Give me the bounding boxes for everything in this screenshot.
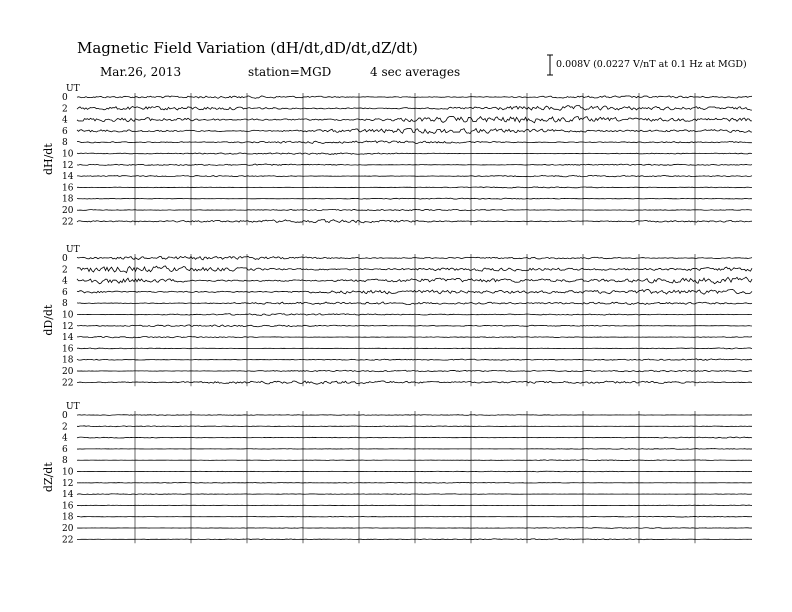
row-label: 4 — [62, 433, 68, 444]
row-label: 12 — [62, 160, 74, 171]
trace-line — [77, 494, 752, 495]
row-label: 10 — [62, 310, 74, 321]
row-label: 6 — [62, 444, 68, 455]
trace-line — [77, 96, 752, 99]
row-label: 20 — [62, 206, 74, 216]
trace-line — [77, 266, 752, 273]
trace-line — [77, 516, 752, 517]
row-label: 10 — [62, 467, 74, 478]
row-label: 20 — [62, 524, 74, 534]
date-label: Mar.26, 2013 — [100, 65, 182, 79]
row-label: 22 — [62, 535, 74, 546]
panel-ylabel: dZ/dt — [42, 462, 55, 493]
row-label: 0 — [62, 411, 68, 421]
ut-label: UT — [66, 402, 80, 412]
trace-line — [77, 528, 752, 529]
row-label: 4 — [62, 276, 68, 287]
row-label: 18 — [62, 512, 74, 523]
panel-ylabel: dH/dt — [42, 143, 55, 176]
trace-line — [77, 482, 752, 483]
row-label: 14 — [62, 490, 74, 501]
trace-line — [77, 141, 752, 144]
trace-line — [77, 128, 752, 133]
trace-line — [77, 198, 752, 199]
ut-label: UT — [66, 245, 80, 255]
row-label: 16 — [62, 501, 74, 512]
trace-line — [77, 175, 752, 176]
row-label: 20 — [62, 367, 74, 377]
trace-line — [77, 370, 752, 371]
row-label: 22 — [62, 217, 74, 228]
row-label: 0 — [62, 93, 68, 103]
trace-line — [77, 359, 752, 360]
row-label: 2 — [62, 265, 68, 276]
row-label: 2 — [62, 422, 68, 433]
row-label: 14 — [62, 333, 74, 344]
row-label: 10 — [62, 149, 74, 160]
row-label: 18 — [62, 355, 74, 366]
row-label: 12 — [62, 321, 74, 332]
station-label: station=MGD — [248, 65, 332, 79]
trace-line — [77, 437, 752, 438]
scale-label: 0.008V (0.0227 V/nT at 0.1 Hz at MGD) — [556, 59, 747, 70]
row-label: 18 — [62, 194, 74, 205]
trace-line — [77, 348, 752, 349]
trace-line — [77, 325, 752, 327]
trace-line — [77, 187, 752, 188]
row-label: 8 — [62, 138, 68, 149]
trace-line — [77, 471, 752, 472]
trace-line — [77, 539, 752, 540]
trace-line — [77, 116, 752, 122]
trace-line — [77, 289, 752, 294]
row-label: 8 — [62, 299, 68, 310]
row-label: 4 — [62, 115, 68, 126]
trace-line — [77, 153, 752, 155]
trace-line — [77, 381, 752, 384]
trace-line — [77, 426, 752, 427]
trace-line — [77, 505, 752, 506]
trace-line — [77, 336, 752, 337]
trace-line — [77, 415, 752, 416]
trace-line — [77, 209, 752, 210]
row-label: 16 — [62, 183, 74, 194]
row-label: 14 — [62, 172, 74, 183]
trace-line — [77, 302, 752, 305]
trace-line — [77, 314, 752, 316]
panel-ylabel: dD/dt — [42, 304, 55, 336]
chart-title: Magnetic Field Variation (dH/dt,dD/dt,dZ/dt) — [77, 39, 418, 57]
ut-label: UT — [66, 84, 80, 94]
row-label: 8 — [62, 456, 68, 467]
trace-line — [77, 449, 752, 450]
trace-line — [77, 220, 752, 223]
row-label: 2 — [62, 104, 68, 115]
row-label: 0 — [62, 254, 68, 264]
row-label: 6 — [62, 126, 68, 137]
row-label: 12 — [62, 478, 74, 489]
row-label: 6 — [62, 287, 68, 298]
trace-line — [77, 164, 752, 166]
trace-line — [77, 256, 752, 259]
row-label: 22 — [62, 378, 74, 389]
trace-line — [77, 460, 752, 461]
trace-line — [77, 277, 752, 284]
trace-line — [77, 106, 752, 111]
row-label: 16 — [62, 344, 74, 355]
averaging-label: 4 sec averages — [370, 65, 461, 79]
